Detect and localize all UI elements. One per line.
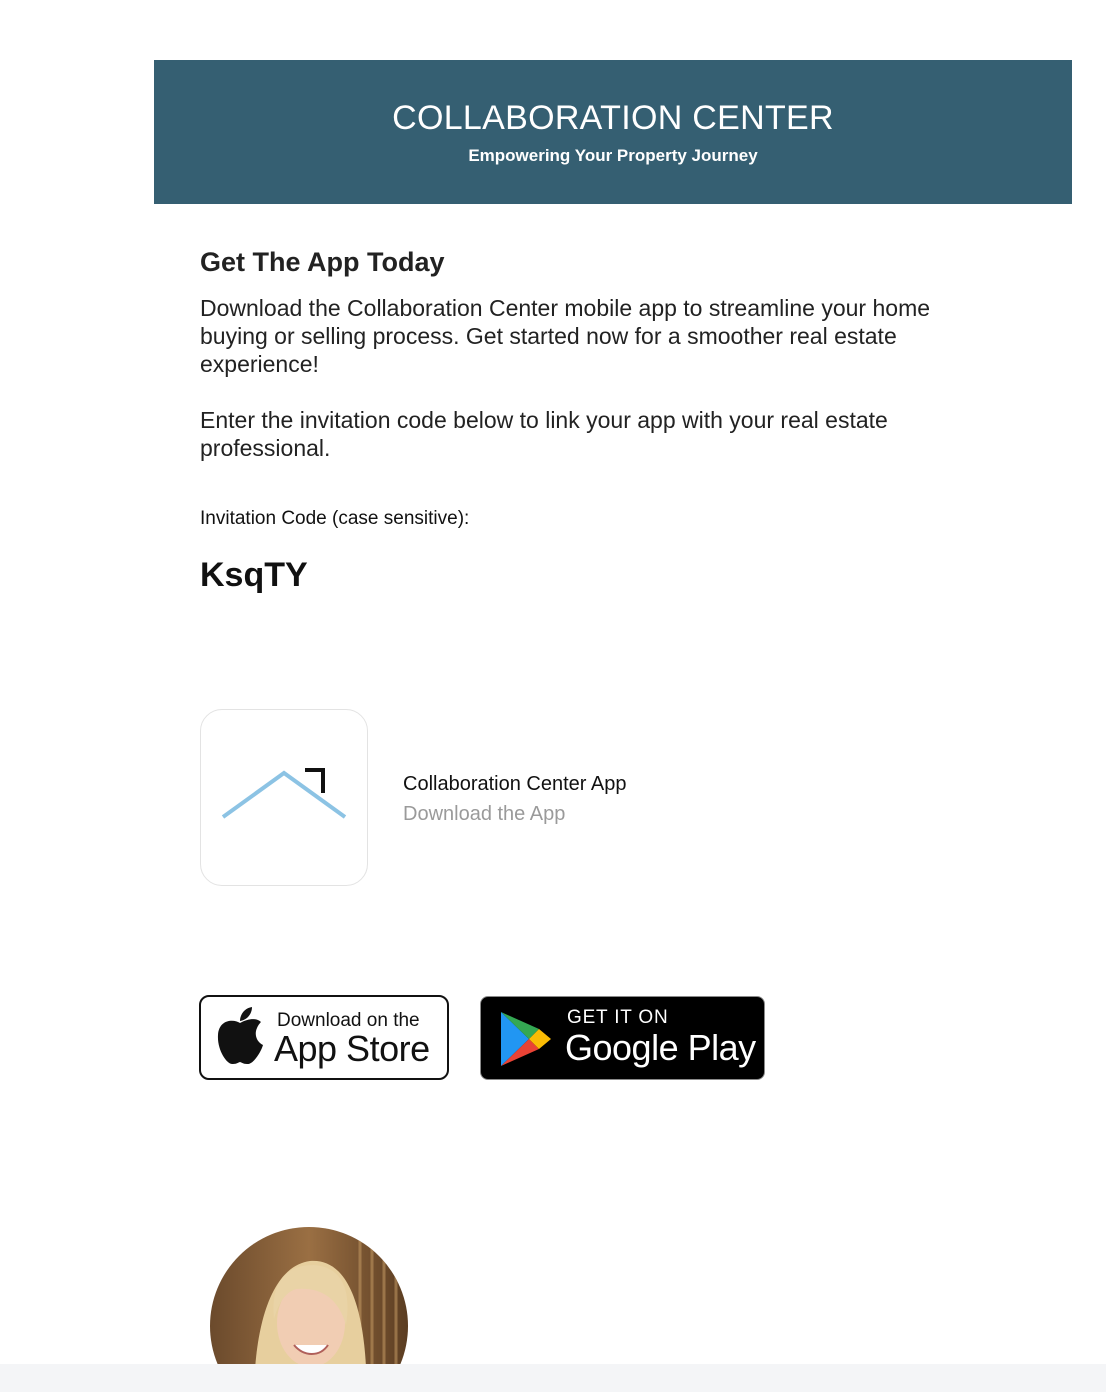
header-title: COLLABORATION CENTER xyxy=(392,99,834,137)
footer-bar xyxy=(0,1364,1106,1392)
apple-icon xyxy=(215,1006,265,1068)
invitation-code-label: Invitation Code (case sensitive): xyxy=(200,508,470,529)
app-store-small-text: Download on the xyxy=(277,1010,420,1031)
intro-paragraph: Download the Collaboration Center mobile app to streamline your home buying or selling process. Get started now for a smoother real estate experience! xyxy=(200,295,931,377)
google-play-big-text: Google Play xyxy=(565,1027,756,1068)
section-heading: Get The App Today xyxy=(200,247,445,277)
download-app-link[interactable]: Download the App xyxy=(403,803,566,825)
google-play-small-text: GET IT ON xyxy=(567,1007,669,1028)
app-store-badge[interactable] xyxy=(199,995,449,1080)
instructions-paragraph: Enter the invitation code below to link your app with your real estate professional. xyxy=(200,407,888,461)
app-icon[interactable] xyxy=(200,709,368,886)
header-subtitle: Empowering Your Property Journey xyxy=(468,146,758,165)
google-play-badge[interactable] xyxy=(480,996,765,1080)
house-roof-icon xyxy=(219,765,351,831)
app-store-big-text: App Store xyxy=(274,1028,430,1069)
invitation-code: KsqTY xyxy=(200,556,308,594)
app-name[interactable]: Collaboration Center App xyxy=(403,773,627,795)
google-play-icon xyxy=(499,1010,553,1068)
header-banner xyxy=(154,60,1072,204)
